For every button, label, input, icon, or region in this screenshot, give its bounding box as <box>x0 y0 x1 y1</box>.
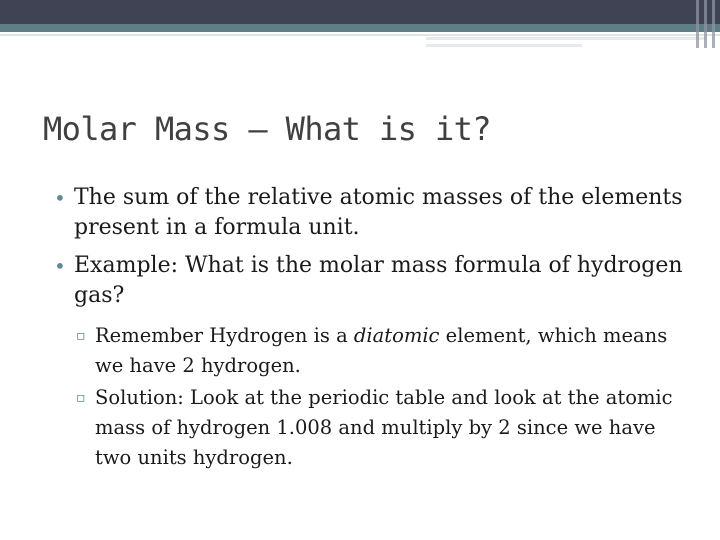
bullet-dot-icon: • <box>54 186 66 210</box>
sub-bullet-text: Solution: Look at the periodic table and look at the atomic mass of hydrogen 1.008 and multiply by 2 since we have two units hydrogen. <box>95 386 673 469</box>
bullet-square-icon: ▫ <box>76 390 86 406</box>
sub-bullet-text-start: Remember Hydrogen is a <box>95 324 354 347</box>
header-bar <box>0 0 720 24</box>
bullet-text: The sum of the relative atomic masses of the elements present in a formula unit. <box>74 185 683 240</box>
header-decor-line-short <box>426 44 582 47</box>
header-divider-line <box>0 34 720 36</box>
sub-bullet-list <box>76 321 676 473</box>
sub-bullet-item <box>76 383 676 473</box>
header-accent-bar <box>0 24 720 32</box>
header-decor-stripe <box>704 0 707 48</box>
bullet-item <box>54 183 694 243</box>
sub-bullet-emphasis: diatomic <box>353 324 440 347</box>
sub-bullet-item <box>76 321 676 381</box>
bullet-dot-icon: • <box>54 254 66 278</box>
bullet-square-icon: ▫ <box>76 328 86 344</box>
header-decor-stripe <box>712 0 715 48</box>
bullet-item <box>54 251 694 311</box>
slide-content <box>54 183 694 475</box>
sub-bullet-text-end: element, which means we have 2 hydrogen. <box>95 324 668 377</box>
header-decor-stripe <box>696 0 699 48</box>
slide-title: Molar Mass – What is it? <box>43 110 491 148</box>
bullet-text: Example: What is the molar mass formula of hydrogen gas? <box>74 253 683 308</box>
header-decor-line <box>426 37 706 40</box>
